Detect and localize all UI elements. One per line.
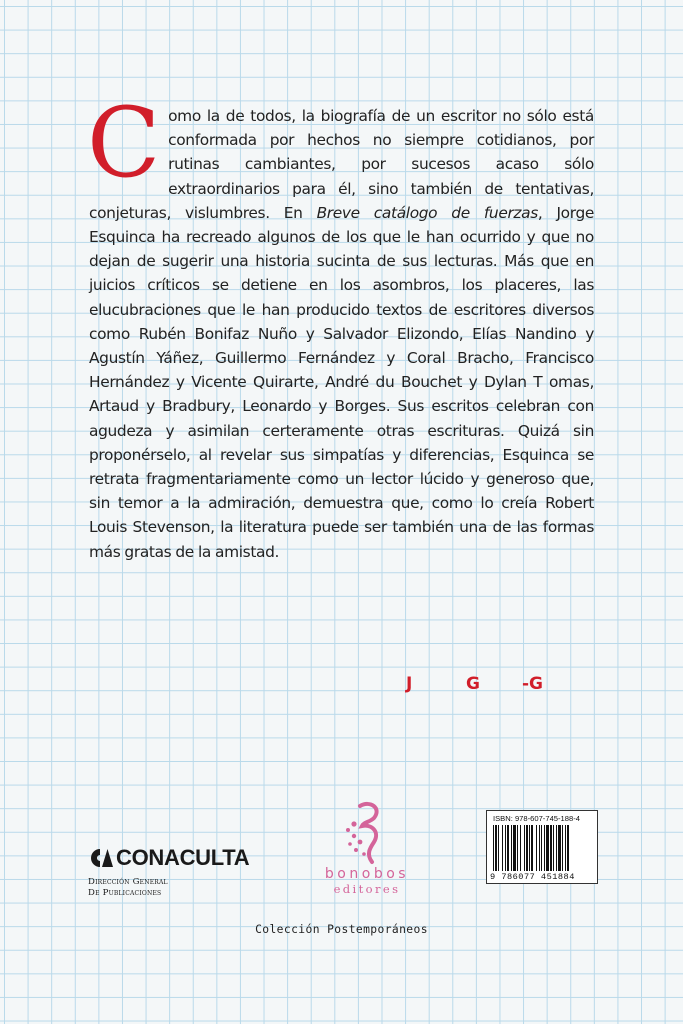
conaculta-name: CONACULTA: [116, 845, 250, 870]
conaculta-subtitle-line2: De Publicaciones: [88, 888, 162, 898]
signature-initial-1: J: [406, 674, 413, 694]
isbn-label: ISBN: 978-607-745-188-4: [493, 814, 580, 823]
drop-cap-letter: C: [87, 87, 161, 199]
blurb-text-part1: omo la de todos, la biografía de un escritor no sólo está conformada por hechos no siempre cotidianos, por rutinas cambiantes, por sucesos acaso sólo extraordinarios para él, sino también de tentativas, conjeturas, vislumbres. En: [89, 107, 594, 222]
bonobos-mark-icon: [342, 800, 392, 868]
conaculta-logo: [88, 845, 268, 899]
isbn-digits: 9 786077 451884: [490, 872, 575, 882]
bonobos-subtitle: editores: [333, 882, 401, 896]
signature-initial-3: -G: [522, 674, 544, 694]
signature-initial-2: G: [466, 674, 480, 694]
conaculta-mark-icon: [88, 848, 114, 868]
collection-name: Colección Postemporáneos: [255, 923, 428, 936]
blurb-text-part2: , Jorge Esquinca ha recreado algunos de los que le han ocurrido y que no dejan de sugerir una historia sucinta de sus lecturas. Más que en juicios críticos se detiene en los asombros, los placeres, las elucubraciones que le han producido textos de escritores diversos como Rubén Bonifaz Nuño y Salvador Elizondo, Elías Nandino y Agustín Yáñez, Guillermo Fernández y Coral Bracho, Francisco Hernández y Vicente Quirarte, André du Bouchet y Dylan T omas, Artaud y Bradbury, Leonardo y Borges. Sus escritos celebran con agudeza y asimilan certeramente otras escrituras. Quizá sin proponérselo, al revelar sus simpatías y diferencias, Esquinca se retrata fragmentariamente como un lector lúcido y generoso que, sin temor a la admiración, demuestra que, como lo creía Robert Louis Stevenson, la literatura puede ser también una de las formas más gratas de la amistad.: [89, 203, 594, 561]
back-cover-blurb: [87, 87, 594, 564]
conaculta-subtitle: [88, 877, 268, 899]
conaculta-subtitle-line1: Dirección General: [88, 877, 168, 887]
bonobos-logo: [312, 800, 422, 896]
bonobos-name: bonobos: [324, 866, 410, 882]
book-title: Breve catálogo de fuerzas: [316, 203, 538, 222]
barcode-icon: [493, 825, 593, 871]
isbn-barcode: [486, 810, 598, 884]
